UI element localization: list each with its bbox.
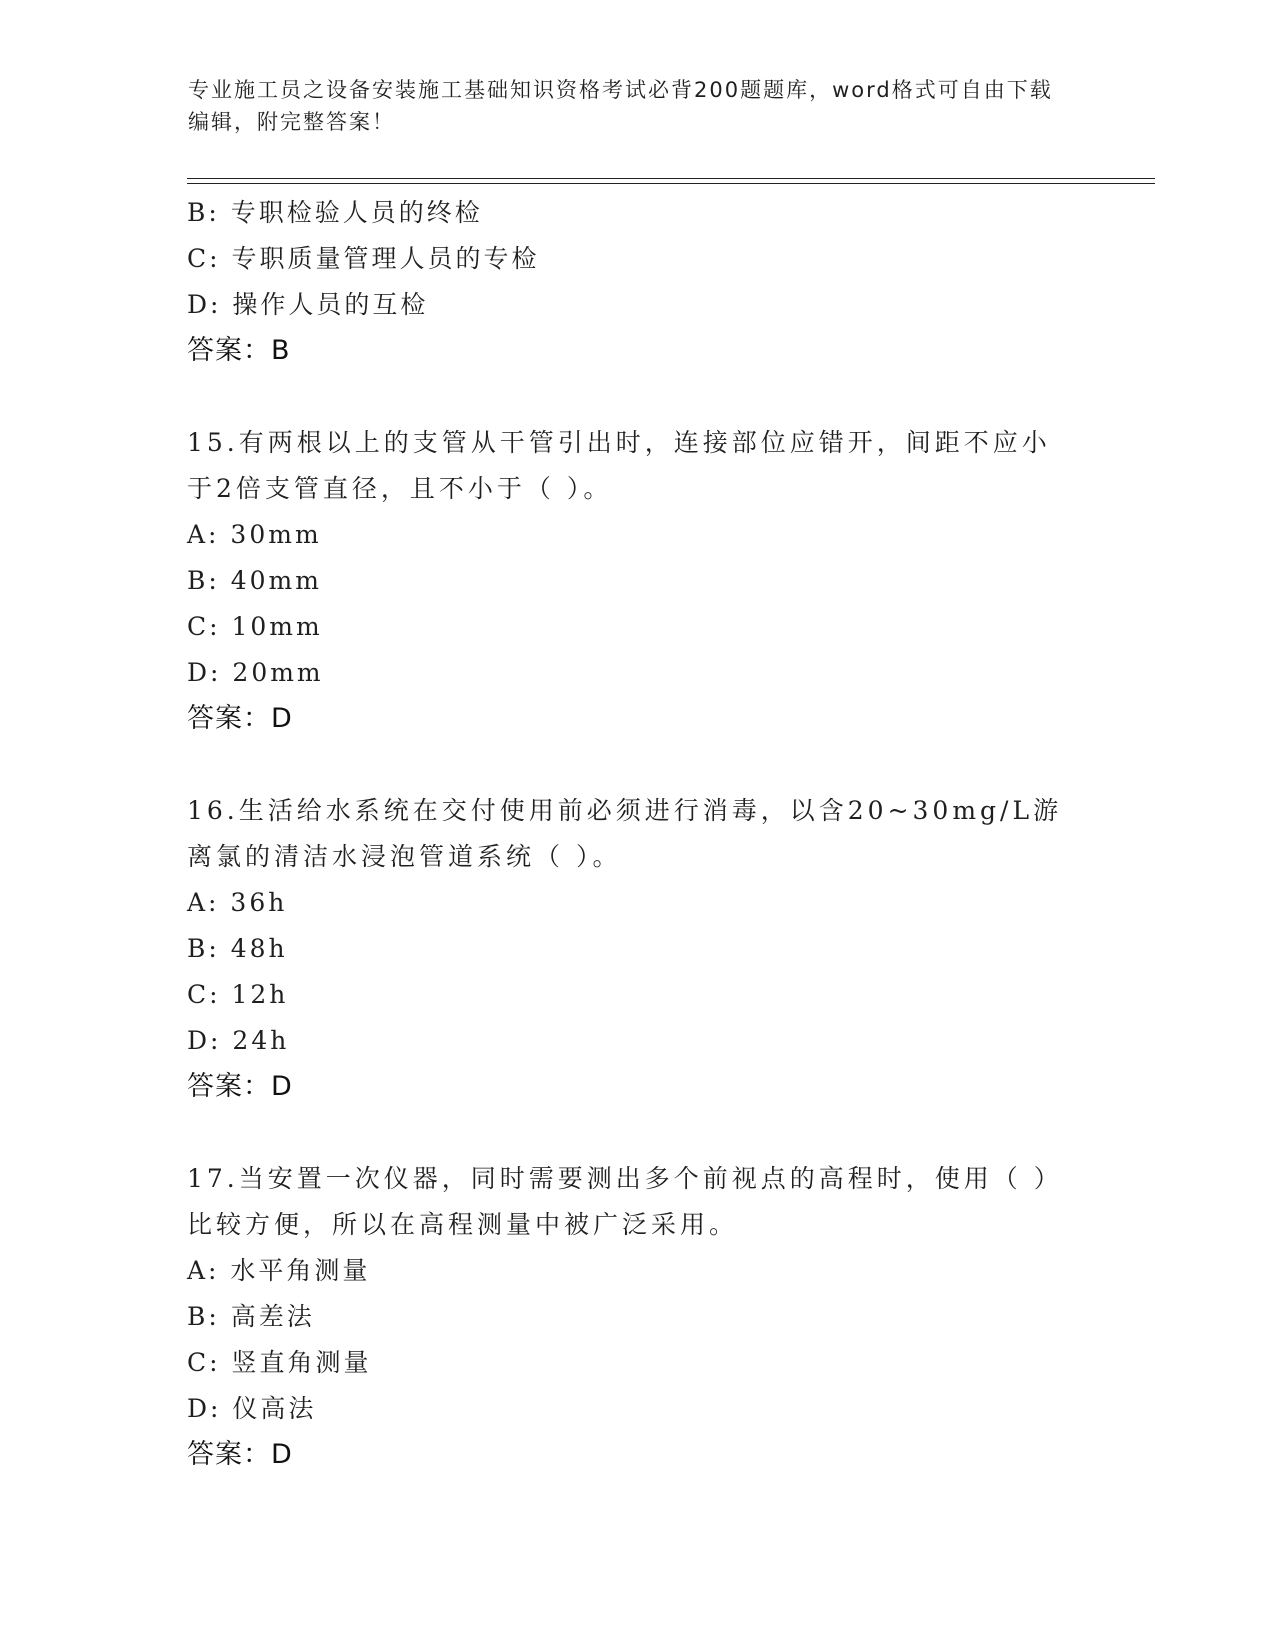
question-text: 17.当安置一次仪器，同时需要测出多个前视点的高程时，使用（ ）比较方便，所以在高程测量中被广泛采用。	[187, 1164, 1063, 1239]
answer-label: 答案：D	[187, 703, 293, 734]
header-divider-bottom	[187, 183, 1155, 184]
carryover-question-options	[187, 190, 1087, 374]
question-17	[187, 1156, 1087, 1478]
option-a: A: 水平角测量	[187, 1256, 371, 1285]
option-b: B: 高差法	[187, 1302, 315, 1331]
option-b: B: 48h	[187, 934, 288, 963]
answer-label: 答案：D	[187, 1071, 293, 1102]
question-15	[187, 420, 1087, 742]
option-d: D: 24h	[187, 1026, 290, 1055]
option-d: D: 操作人员的互检	[187, 290, 429, 319]
question-text: 15.有两根以上的支管从干管引出时，连接部位应错开，间距不应小于2倍支管直径，且不小于（ ）。	[187, 428, 1051, 503]
option-a: A: 30mm	[187, 520, 322, 549]
header-divider-top	[187, 178, 1155, 179]
option-c: C: 12h	[187, 980, 289, 1009]
question-content	[187, 190, 1087, 1478]
option-b: B: 40mm	[187, 566, 322, 595]
question-16	[187, 788, 1087, 1110]
document-header: 专业施工员之设备安装施工基础知识资格考试必背200题题库，word格式可自由下载编辑，附完整答案！	[188, 78, 1053, 134]
option-c: C: 10mm	[187, 612, 323, 641]
answer-label: 答案：D	[187, 1439, 293, 1470]
option-b: B: 专职检验人员的终检	[187, 198, 483, 227]
option-a: A: 36h	[187, 888, 288, 917]
option-d: D: 仪高法	[187, 1394, 317, 1423]
option-c: C: 专职质量管理人员的专检	[187, 244, 540, 273]
question-text: 16.生活给水系统在交付使用前必须进行消毒，以含20~30mg/L游离氯的清洁水浸泡管道系统（ ）。	[187, 796, 1063, 871]
option-d: D: 20mm	[187, 658, 324, 687]
answer-label: 答案：B	[187, 335, 291, 366]
option-c: C: 竖直角测量	[187, 1348, 372, 1377]
